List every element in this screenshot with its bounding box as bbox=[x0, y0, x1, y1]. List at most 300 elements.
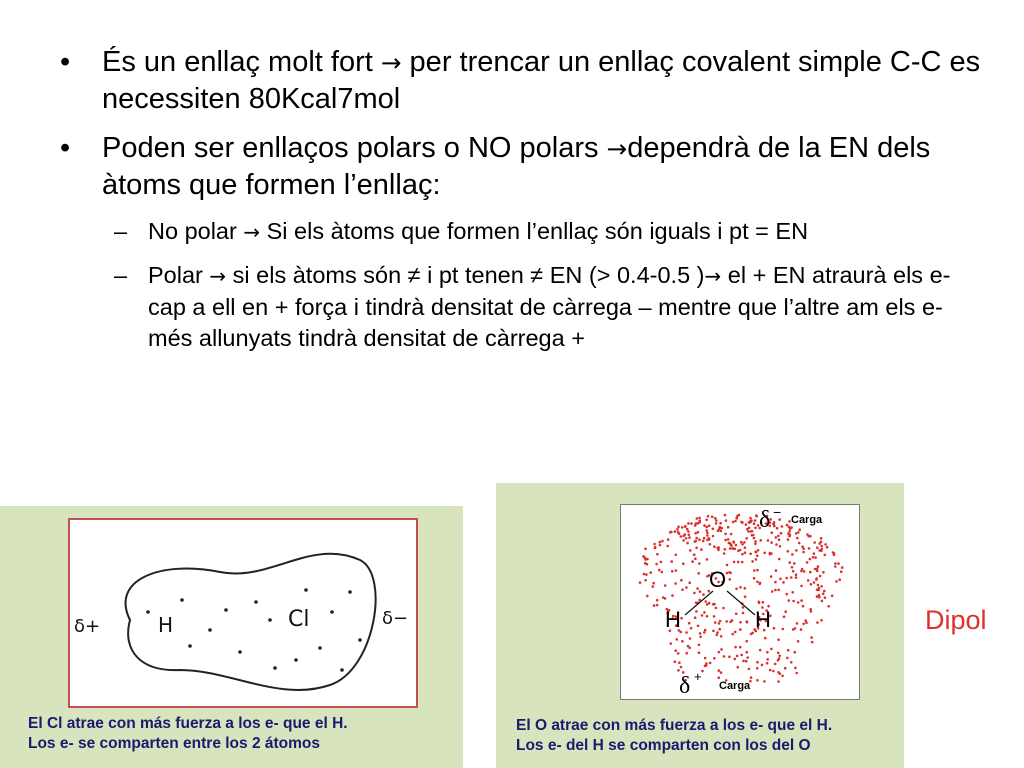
electron-dot bbox=[689, 549, 692, 552]
electron-dot bbox=[740, 541, 743, 544]
bullet-text: Si els àtoms que formen l’enllaç són iguals i pt = EN bbox=[260, 218, 809, 244]
electron-dot bbox=[725, 519, 728, 522]
electron-dot bbox=[788, 599, 791, 602]
electron-dot bbox=[784, 667, 787, 670]
electron-dot bbox=[741, 553, 744, 556]
electron-dot bbox=[652, 582, 655, 585]
electron-dot bbox=[675, 554, 678, 557]
electron-dot bbox=[732, 521, 735, 524]
electron-dot bbox=[677, 652, 680, 655]
arrow-right-icon: → bbox=[606, 134, 628, 163]
electron-dot bbox=[695, 537, 698, 540]
electron-dot bbox=[784, 610, 787, 613]
electron-dot bbox=[268, 618, 272, 622]
electron-dot bbox=[745, 537, 748, 540]
sub-bullet-marker: – bbox=[114, 218, 128, 244]
electron-dot bbox=[827, 605, 830, 608]
electron-dot bbox=[238, 650, 242, 654]
electron-dot bbox=[680, 579, 683, 582]
electron-dot bbox=[774, 589, 777, 592]
electron-dot bbox=[731, 547, 734, 550]
electron-dot bbox=[706, 534, 709, 537]
carga-bottom-label: Carga bbox=[719, 680, 751, 692]
electron-dot bbox=[772, 670, 775, 673]
electron-dot bbox=[703, 537, 706, 540]
electron-dot bbox=[716, 634, 719, 637]
electron-dot bbox=[718, 628, 721, 631]
electron-dot bbox=[770, 575, 773, 578]
electron-dot bbox=[775, 543, 778, 546]
electron-dot bbox=[749, 517, 752, 520]
electron-dot bbox=[697, 522, 700, 525]
electron-dot bbox=[797, 640, 800, 643]
electron-dot bbox=[646, 595, 649, 598]
electron-dot bbox=[712, 630, 715, 633]
electron-dot bbox=[719, 522, 722, 525]
electron-dot bbox=[723, 552, 726, 555]
electron-dot bbox=[787, 538, 790, 541]
electron-dot bbox=[813, 541, 816, 544]
electron-dot bbox=[656, 599, 659, 602]
electron-dot bbox=[754, 551, 757, 554]
electron-dot bbox=[646, 558, 649, 561]
electron-dot bbox=[774, 581, 777, 584]
bullet-text: si els àtoms són ≠ i pt tenen ≠ EN (> 0.4-0.5 ) bbox=[226, 262, 705, 288]
electron-dot bbox=[699, 632, 702, 635]
electron-dot bbox=[743, 541, 746, 544]
electron-dot bbox=[756, 569, 759, 572]
electron-dot bbox=[698, 517, 701, 520]
electron-dot bbox=[724, 514, 727, 517]
electron-dot bbox=[358, 638, 362, 642]
electron-dot bbox=[802, 623, 805, 626]
electron-dot bbox=[813, 552, 816, 555]
electron-dot bbox=[788, 561, 791, 564]
electron-dot bbox=[656, 604, 659, 607]
electron-dot bbox=[717, 549, 720, 552]
electron-dot bbox=[806, 533, 809, 536]
electron-dot bbox=[670, 560, 673, 563]
electron-dot bbox=[770, 552, 773, 555]
h2o-diagram bbox=[620, 504, 860, 700]
h2o-drawing bbox=[621, 505, 857, 697]
electron-dots bbox=[146, 588, 362, 672]
electron-dot bbox=[719, 620, 722, 623]
electron-dot bbox=[786, 657, 789, 660]
electron-dot bbox=[684, 525, 687, 528]
electron-dot bbox=[755, 514, 758, 517]
electron-dot bbox=[712, 528, 715, 531]
electron-dot bbox=[773, 627, 776, 630]
electron-dot bbox=[180, 598, 184, 602]
electron-dot bbox=[802, 605, 805, 608]
electron-dot bbox=[777, 638, 780, 641]
electron-dot bbox=[735, 544, 738, 547]
electron-dot bbox=[736, 655, 739, 658]
electron-dot bbox=[811, 641, 814, 644]
electron-dot bbox=[756, 667, 759, 670]
electron-dot bbox=[835, 580, 838, 583]
electron-dot bbox=[823, 590, 826, 593]
electron-dot bbox=[689, 637, 692, 640]
electron-dot bbox=[745, 640, 748, 643]
electron-dot bbox=[686, 528, 689, 531]
bullet-list bbox=[60, 44, 990, 366]
electron-dot bbox=[795, 576, 798, 579]
electron-dot bbox=[798, 528, 801, 531]
atom-h-label: H bbox=[158, 613, 174, 637]
electron-dot bbox=[806, 561, 809, 564]
electron-dot bbox=[831, 595, 834, 598]
electron-dot bbox=[188, 644, 192, 648]
electron-dot bbox=[681, 526, 684, 529]
electron-dot bbox=[749, 553, 752, 556]
electron-dot bbox=[820, 619, 823, 622]
electron-dot bbox=[817, 589, 820, 592]
electron-dot bbox=[727, 526, 730, 529]
electron-dot bbox=[734, 548, 737, 551]
electron-dot bbox=[697, 531, 700, 534]
electron-dot bbox=[742, 606, 745, 609]
electron-dot bbox=[785, 577, 788, 580]
electron-dot bbox=[671, 570, 674, 573]
electron-dot bbox=[778, 538, 781, 541]
electron-dot bbox=[698, 644, 701, 647]
electron-dot bbox=[781, 675, 784, 678]
electron-dot bbox=[734, 631, 737, 634]
electron-dot bbox=[652, 585, 655, 588]
electron-dot bbox=[737, 549, 740, 552]
electron-dot bbox=[254, 600, 258, 604]
electron-dot bbox=[720, 648, 723, 651]
electron-dot bbox=[695, 601, 698, 604]
electron-dot bbox=[294, 658, 298, 662]
electron-dot bbox=[348, 590, 352, 594]
electron-dot bbox=[688, 622, 691, 625]
electron-dot bbox=[681, 588, 684, 591]
electron-dot bbox=[800, 599, 803, 602]
electron-dot bbox=[741, 561, 744, 564]
bullet-text: el + EN atraurà els e- cap a ell en + força i tindrà densitat de càrrega – mentre que l’altre am els e- més allunyats tindrà densitat de càrrega + bbox=[148, 262, 951, 351]
electron-dot bbox=[661, 571, 664, 574]
electron-dot bbox=[751, 530, 754, 533]
electron-dot bbox=[693, 553, 696, 556]
carga-top-label: Carga bbox=[791, 514, 823, 526]
electron-dot bbox=[745, 660, 748, 663]
electron-dot bbox=[682, 535, 685, 538]
electron-dot bbox=[736, 515, 739, 518]
electron-dot bbox=[730, 543, 733, 546]
electron-dot bbox=[674, 649, 677, 652]
electron-dot bbox=[791, 591, 794, 594]
electron-dot bbox=[705, 600, 708, 603]
electron-dot bbox=[756, 679, 759, 682]
electron-dot bbox=[837, 562, 840, 565]
electron-dot bbox=[694, 557, 697, 560]
electron-dot bbox=[754, 527, 757, 530]
caption-line: El Cl atrae con más fuerza a los e- que el H. bbox=[28, 715, 348, 732]
electron-dot bbox=[767, 539, 770, 542]
electron-dot bbox=[718, 669, 721, 672]
electron-dot bbox=[727, 538, 730, 541]
electron-dot bbox=[654, 547, 657, 550]
h2o-caption bbox=[516, 716, 832, 756]
electron-dot bbox=[805, 621, 808, 624]
electron-dot bbox=[715, 522, 718, 525]
electron-dot bbox=[728, 656, 731, 659]
electron-dot bbox=[695, 610, 698, 613]
electron-dot bbox=[745, 523, 748, 526]
electron-dot bbox=[703, 611, 706, 614]
electron-dot bbox=[798, 542, 801, 545]
electron-dot bbox=[746, 651, 749, 654]
electron-dot bbox=[676, 638, 679, 641]
electron-dot bbox=[699, 590, 702, 593]
electron-dot bbox=[753, 522, 756, 525]
atom-h-left-label: H bbox=[665, 607, 681, 632]
electron-dot bbox=[717, 676, 720, 679]
electron-dot bbox=[814, 556, 817, 559]
electron-dot bbox=[816, 546, 819, 549]
electron-dot bbox=[744, 587, 747, 590]
arrow-right-icon: → bbox=[704, 264, 722, 288]
electron-dot bbox=[816, 595, 819, 598]
electron-dot bbox=[719, 526, 722, 529]
electron-dot bbox=[777, 589, 780, 592]
electron-dot bbox=[706, 539, 709, 542]
electron-dot bbox=[739, 621, 742, 624]
electron-dot bbox=[787, 550, 790, 553]
electron-dot bbox=[674, 660, 677, 663]
electron-dot bbox=[685, 631, 688, 634]
electron-dot bbox=[770, 648, 773, 651]
electron-dot bbox=[778, 558, 781, 561]
sub-bullet-no-polar bbox=[60, 216, 990, 248]
electron-dot bbox=[739, 628, 742, 631]
electron-dot bbox=[680, 535, 683, 538]
electron-dot bbox=[714, 517, 717, 520]
electron-dot bbox=[704, 657, 707, 660]
electron-dot bbox=[745, 620, 748, 623]
electron-dot bbox=[694, 532, 697, 535]
electron-dot bbox=[718, 622, 721, 625]
electron-dot bbox=[708, 602, 711, 605]
electron-dot bbox=[653, 543, 656, 546]
electron-dot bbox=[796, 622, 799, 625]
electron-dot bbox=[709, 662, 712, 665]
electron-dot bbox=[709, 543, 712, 546]
electron-dot bbox=[812, 556, 815, 559]
hcl-diagram bbox=[68, 518, 418, 708]
electron-dot bbox=[795, 672, 798, 675]
electron-dot bbox=[724, 539, 727, 542]
electron-dot bbox=[731, 633, 734, 636]
electron-dot bbox=[697, 625, 700, 628]
electron-dot bbox=[770, 541, 773, 544]
electron-dot bbox=[803, 570, 806, 573]
electron-dot bbox=[810, 610, 813, 613]
electron-dot bbox=[737, 666, 740, 669]
electron-dot bbox=[817, 565, 820, 568]
electron-dot bbox=[833, 552, 836, 555]
electron-dot bbox=[687, 522, 690, 525]
electron-dot bbox=[705, 529, 708, 532]
electron-dot bbox=[666, 545, 669, 548]
electron-dot bbox=[790, 661, 793, 664]
electron-dot bbox=[685, 652, 688, 655]
electron-dot bbox=[687, 530, 690, 533]
caption-line: Los e- se comparten entre los 2 átomos bbox=[28, 735, 321, 752]
bullet-text: Polar bbox=[148, 262, 210, 288]
bullet-text: No polar bbox=[148, 218, 244, 244]
electron-dot bbox=[790, 576, 793, 579]
bullet-marker: • bbox=[60, 132, 71, 164]
electron-dot bbox=[698, 651, 701, 654]
electron-dot bbox=[774, 663, 777, 666]
electron-dot bbox=[703, 524, 706, 527]
electron-dot bbox=[720, 671, 723, 674]
electron-dot bbox=[688, 581, 691, 584]
electron-dot bbox=[797, 531, 800, 534]
electron-dot bbox=[318, 646, 322, 650]
electron-dot bbox=[703, 631, 706, 634]
electron-dot bbox=[741, 543, 744, 546]
electron-dot bbox=[700, 548, 703, 551]
electron-dot bbox=[744, 546, 747, 549]
electron-dot bbox=[775, 536, 778, 539]
electron-dot bbox=[706, 532, 709, 535]
electron-dot bbox=[696, 587, 699, 590]
electron-dot bbox=[659, 544, 662, 547]
electron-dot bbox=[646, 563, 649, 566]
electron-dot bbox=[726, 564, 729, 567]
delta-plus-superscript: + bbox=[694, 669, 702, 684]
delta-minus-label: δ− bbox=[382, 608, 409, 629]
electron-dot bbox=[715, 519, 718, 522]
electron-dot bbox=[757, 549, 760, 552]
electron-dot bbox=[801, 545, 804, 548]
electron-dot bbox=[770, 531, 773, 534]
electron-density-dots bbox=[639, 514, 844, 683]
electron-dot bbox=[753, 577, 756, 580]
electron-dot bbox=[688, 536, 691, 539]
dipol-label: Dipol bbox=[925, 605, 987, 635]
electron-dot bbox=[667, 538, 670, 541]
electron-dot bbox=[724, 548, 727, 551]
electron-dot bbox=[809, 571, 812, 574]
electron-dot bbox=[822, 593, 825, 596]
electron-dot bbox=[661, 540, 664, 543]
electron-dot bbox=[820, 585, 823, 588]
electron-dot bbox=[698, 562, 701, 565]
electron-dot bbox=[744, 595, 747, 598]
electron-dot bbox=[809, 558, 812, 561]
electron-dot bbox=[794, 667, 797, 670]
electron-dot bbox=[685, 586, 688, 589]
electron-dot bbox=[695, 540, 698, 543]
electron-dot bbox=[761, 664, 764, 667]
electron-dot bbox=[662, 596, 665, 599]
electron-dot bbox=[693, 592, 696, 595]
electron-dot bbox=[737, 561, 740, 564]
electron-dot bbox=[824, 554, 827, 557]
electron-dot bbox=[813, 581, 816, 584]
bullet-marker: • bbox=[60, 46, 71, 78]
electron-dot bbox=[728, 571, 731, 574]
arrow-right-icon: → bbox=[243, 220, 261, 244]
electron-dot bbox=[717, 529, 720, 532]
electron-dot bbox=[678, 661, 681, 664]
bullet-text: dependrà de la EN dels àtoms que formen l’enllaç: bbox=[102, 132, 931, 201]
electron-dot bbox=[779, 545, 782, 548]
electron-dot bbox=[756, 555, 759, 558]
delta-minus-superscript: − bbox=[773, 505, 782, 520]
electron-dot bbox=[834, 562, 837, 565]
electron-dot bbox=[776, 527, 779, 530]
electron-dot bbox=[674, 582, 677, 585]
electron-dot bbox=[824, 543, 827, 546]
electron-dot bbox=[698, 538, 701, 541]
electron-dot bbox=[645, 573, 648, 576]
bond-line bbox=[727, 591, 755, 615]
electron-dot bbox=[763, 552, 766, 555]
electron-dot bbox=[713, 657, 716, 660]
electron-dot bbox=[820, 537, 823, 540]
electron-dot bbox=[746, 656, 749, 659]
electron-dot bbox=[659, 541, 662, 544]
electron-dot bbox=[691, 560, 694, 563]
electron-dot bbox=[753, 537, 756, 540]
atom-cl-label: Cl bbox=[288, 607, 310, 632]
electron-dot bbox=[734, 646, 737, 649]
electron-dot bbox=[824, 596, 827, 599]
delta-plus-symbol: δ bbox=[679, 673, 691, 697]
electron-dot bbox=[739, 646, 742, 649]
electron-dot bbox=[714, 621, 717, 624]
electron-dot bbox=[759, 582, 762, 585]
electron-dot bbox=[698, 599, 701, 602]
electron-dot bbox=[789, 527, 792, 530]
electron-dot bbox=[762, 601, 765, 604]
electron-dot bbox=[755, 558, 758, 561]
electron-dot bbox=[694, 524, 697, 527]
electron-dot bbox=[739, 586, 742, 589]
electron-dot bbox=[748, 521, 751, 524]
electron-dot bbox=[797, 601, 800, 604]
electron-dot bbox=[821, 600, 824, 603]
electron-dot bbox=[756, 581, 759, 584]
electron-dot bbox=[781, 525, 784, 528]
electron-dot bbox=[725, 620, 728, 623]
electron-dot bbox=[788, 535, 791, 538]
electron-dot bbox=[680, 666, 683, 669]
electron-dot bbox=[704, 629, 707, 632]
electron-dot bbox=[764, 637, 767, 640]
electron-dot bbox=[676, 528, 679, 531]
electron-dot bbox=[729, 578, 732, 581]
electron-dot bbox=[792, 628, 795, 631]
electron-dot bbox=[750, 676, 753, 679]
electron-dot bbox=[644, 548, 647, 551]
electron-dot bbox=[675, 569, 678, 572]
electron-dot bbox=[754, 540, 757, 543]
electron-dot bbox=[670, 642, 673, 645]
electron-dot bbox=[742, 612, 745, 615]
electron-dot bbox=[713, 615, 716, 618]
electron-dot bbox=[796, 537, 799, 540]
electron-dot bbox=[669, 531, 672, 534]
electron-dot bbox=[658, 569, 661, 572]
